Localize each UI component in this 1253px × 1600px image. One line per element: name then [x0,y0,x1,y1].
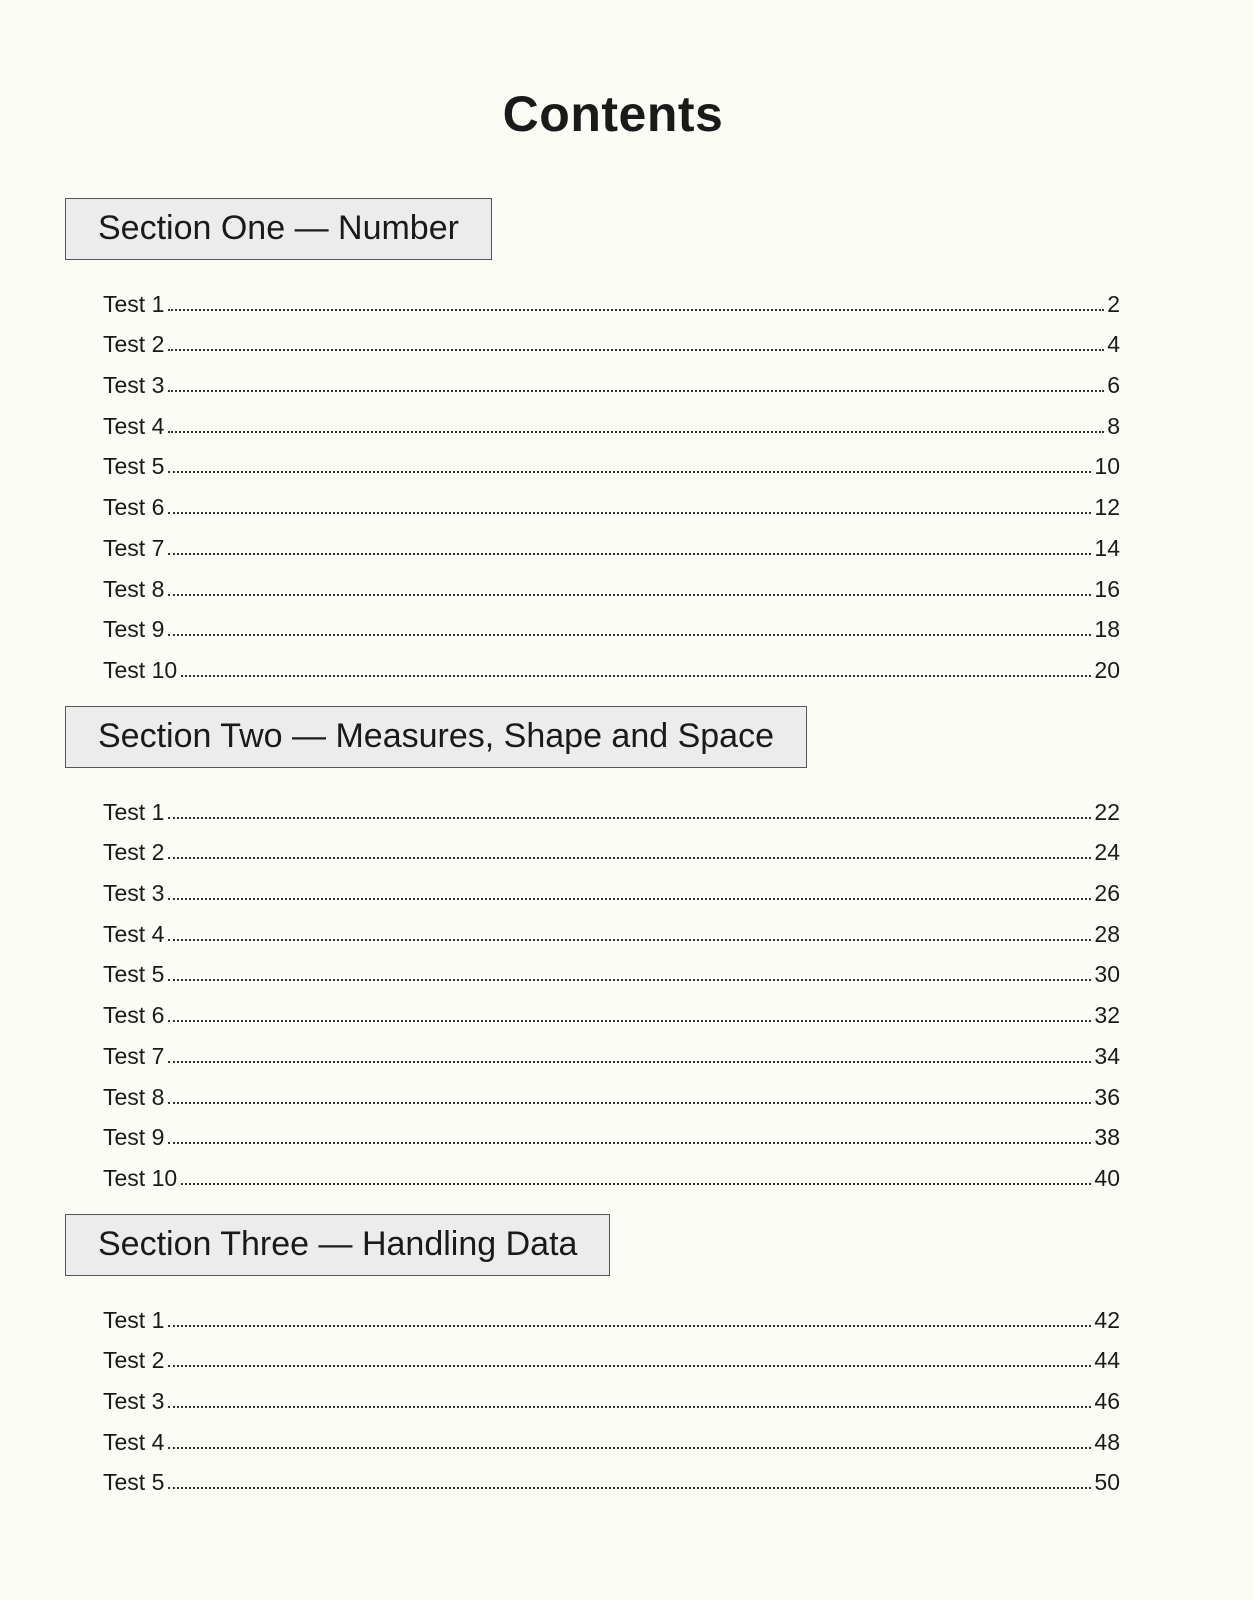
toc-entry[interactable] [103,357,1120,398]
dot-leader [168,471,1091,473]
toc-entry[interactable] [103,276,1120,317]
dot-leader [168,1406,1091,1408]
section-number [65,198,1120,683]
toc-entry-label: Test 2 [103,839,165,866]
toc-entry[interactable] [103,1150,1120,1191]
toc-entry-page: 6 [1107,372,1120,399]
toc-entry[interactable] [103,479,1120,520]
toc-entry-label: Test 4 [103,412,165,439]
toc-entry-page: 2 [1107,290,1120,317]
dot-leader [168,1447,1091,1449]
toc-entry-label: Test 5 [103,1469,165,1496]
toc-entry-page: 34 [1094,1042,1120,1069]
toc-entry[interactable] [103,1373,1120,1414]
dot-leader [168,512,1091,514]
toc-entry[interactable] [103,825,1120,866]
toc-entry-label: Test 4 [103,1428,165,1455]
toc-entry-page: 48 [1094,1428,1120,1455]
toc-entry-label: Test 2 [103,1347,165,1374]
toc-entry-page: 32 [1094,1002,1120,1029]
toc-entry-label: Test 4 [103,920,165,947]
toc-entry-label: Test 8 [103,1083,165,1110]
toc-entry-page: 4 [1107,331,1120,358]
dot-leader [168,939,1091,941]
toc-entry-page: 42 [1094,1306,1120,1333]
toc-entry-page: 46 [1094,1388,1120,1415]
toc-entry-page: 28 [1094,920,1120,947]
toc-list [65,276,1120,683]
dot-leader [168,349,1104,351]
toc-entry-page: 16 [1094,575,1120,602]
dot-leader [168,553,1091,555]
toc-entry[interactable] [103,947,1120,988]
toc-entry-label: Test 7 [103,534,165,561]
toc-entry-page: 18 [1094,616,1120,643]
toc-entry-page: 14 [1094,534,1120,561]
toc-entry-page: 24 [1094,839,1120,866]
toc-entry-label: Test 8 [103,575,165,602]
toc-entry-label: Test 10 [103,1164,178,1191]
toc-list [65,784,1120,1191]
toc-entry-label: Test 6 [103,1002,165,1029]
dot-leader [168,1102,1091,1104]
dot-leader [181,1183,1091,1185]
toc-entry-label: Test 2 [103,331,165,358]
toc-entry-page: 8 [1107,412,1120,439]
toc-entry[interactable] [103,561,1120,602]
toc-entry-label: Test 6 [103,494,165,521]
dot-leader [168,1487,1091,1489]
toc-entry-label: Test 10 [103,656,178,683]
toc-entry-label: Test 3 [103,372,165,399]
dot-leader [168,1061,1091,1063]
toc-entry-page: 12 [1094,494,1120,521]
dot-leader [181,675,1091,677]
dot-leader [168,431,1104,433]
toc-entry-label: Test 5 [103,453,165,480]
toc-entry-page: 26 [1094,880,1120,907]
toc-entry[interactable] [103,439,1120,480]
toc-entry-label: Test 1 [103,290,165,317]
toc-entry-page: 38 [1094,1124,1120,1151]
toc-entry[interactable] [103,1028,1120,1069]
toc-entry[interactable] [103,1069,1120,1110]
section-heading: Section One — Number [65,198,492,260]
section-handling-data [65,1214,1120,1495]
toc-entry[interactable] [103,784,1120,825]
dot-leader [168,898,1091,900]
toc-entry-page: 44 [1094,1347,1120,1374]
toc-entry-page: 40 [1094,1164,1120,1191]
dot-leader [168,309,1104,311]
toc-entry-label: Test 9 [103,616,165,643]
toc-entry-label: Test 3 [103,1388,165,1415]
page-title: Contents [502,86,724,142]
toc-entry[interactable] [103,1414,1120,1455]
toc-entry[interactable] [103,642,1120,683]
toc-entry-label: Test 1 [103,798,165,825]
toc-entry-page: 30 [1094,961,1120,988]
dot-leader [168,857,1091,859]
toc-entry-label: Test 1 [103,1306,165,1333]
toc-entry[interactable] [103,1333,1120,1374]
toc-list [65,1292,1120,1495]
dot-leader [168,594,1091,596]
toc-entry-page: 22 [1094,798,1120,825]
toc-entry[interactable] [103,1110,1120,1151]
toc-entry-page: 36 [1094,1083,1120,1110]
toc-entry[interactable] [103,865,1120,906]
dot-leader [168,634,1091,636]
toc-entry-label: Test 5 [103,961,165,988]
dot-leader [168,1365,1091,1367]
toc-entry[interactable] [103,602,1120,643]
toc-entry[interactable] [103,520,1120,561]
dot-leader [168,1325,1091,1327]
dot-leader [168,1142,1091,1144]
toc-entry-label: Test 3 [103,880,165,907]
toc-entry[interactable] [103,1292,1120,1333]
toc-entry-page: 20 [1094,656,1120,683]
toc-entry-label: Test 9 [103,1124,165,1151]
dot-leader [168,979,1091,981]
section-heading: Section Three — Handling Data [65,1214,610,1276]
toc-entry-page: 10 [1094,453,1120,480]
toc-entry[interactable] [103,317,1120,358]
toc-entry[interactable] [103,906,1120,947]
toc-entry[interactable] [103,987,1120,1028]
dot-leader [168,817,1091,819]
dot-leader [168,1020,1091,1022]
toc-entry-page: 50 [1094,1469,1120,1496]
section-measures-shape-space [65,706,1120,1191]
toc-entry-label: Test 7 [103,1042,165,1069]
toc-entry[interactable] [103,1455,1120,1496]
section-heading: Section Two — Measures, Shape and Space [65,706,807,768]
toc-entry[interactable] [103,398,1120,439]
dot-leader [168,390,1104,392]
